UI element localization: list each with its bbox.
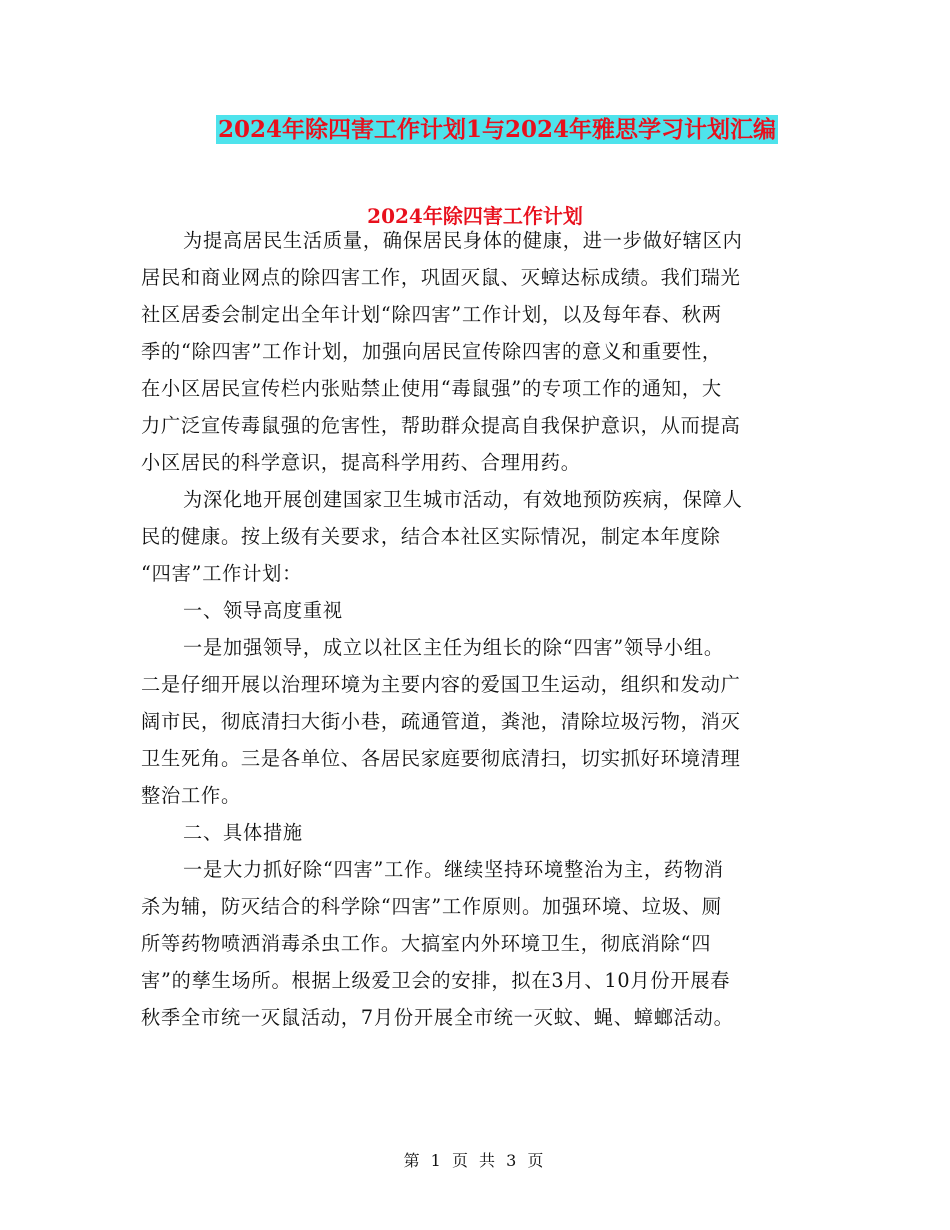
paragraph-line: 卫生死角。三是各单位、各居民家庭要彻底清扫，切实抓好环境清理 xyxy=(141,747,741,770)
paragraph-line: 小区居民的科学意识，提高科学用药、合理用药。 xyxy=(141,451,581,474)
paragraph-line: 社区居委会制定出全年计划“除四害”工作计划，以及每年春、秋两 xyxy=(141,303,722,326)
heading-line: 二、具体措施 xyxy=(183,821,303,844)
heading-line: 一、领导高度重视 xyxy=(183,599,343,622)
document-title xyxy=(187,112,807,148)
paragraph-line: 力广泛宣传毒鼠强的危害性，帮助群众提高自我保护意识，从而提高 xyxy=(141,414,741,437)
paragraph-line: 季的“除四害”工作计划，加强向居民宣传除四害的意义和重要性， xyxy=(141,340,722,363)
paragraph-line: 一是加强领导，成立以社区主任为组长的除“四害”领导小组。 xyxy=(183,636,724,659)
paragraph-line: 二是仔细开展以治理环境为主要内容的爱国卫生运动，组织和发动广 xyxy=(141,673,741,696)
paragraph-line: 整治工作。 xyxy=(141,784,241,807)
page-number: 第 1 页 共 3 页 xyxy=(403,1151,547,1170)
paragraph-line: 秋季全市统一灭鼠活动，7月份开展全市统一灭蚊、蝇、蟑螂活动。 xyxy=(141,1006,734,1029)
paragraph-line: 为提高居民生活质量，确保居民身体的健康，进一步做好辖区内 xyxy=(183,229,743,252)
paragraph-line: “四害”工作计划： xyxy=(141,562,303,585)
paragraph-line: 民的健康。按上级有关要求，结合本社区实际情况，制定本年度除 xyxy=(141,525,721,548)
paragraph-line: 一是大力抓好除“四害”工作。继续坚持环境整治为主，药物消 xyxy=(183,858,724,881)
paragraph-line: 所等药物喷洒消毒杀虫工作。大搞室内外环境卫生，彻底消除“四 xyxy=(141,932,712,955)
paragraph-line: 阔市民，彻底清扫大街小巷，疏通管道，粪池，清除垃圾污物，消灭 xyxy=(141,710,741,733)
paragraph-line: 在小区居民宣传栏内张贴禁止使用“毒鼠强”的专项工作的通知，大 xyxy=(141,377,722,400)
section-title: 2024年除四害工作计划 xyxy=(367,204,583,228)
body-text xyxy=(141,222,801,1036)
paragraph-line: 害”的孳生场所。根据上级爱卫会的安排，拟在3月、10月份开展春 xyxy=(141,969,731,992)
document-title-text: 2024年除四害工作计划1与2024年雅思学习计划汇编 xyxy=(217,116,777,143)
paragraph-line: 为深化地开展创建国家卫生城市活动，有效地预防疾病，保障人 xyxy=(183,488,743,511)
paragraph-line: 杀为辅，防灭结合的科学除“四害”工作原则。加强环境、垃圾、厕 xyxy=(141,895,722,918)
paragraph-line: 居民和商业网点的除四害工作，巩固灭鼠、灭蟑达标成绩。我们瑞光 xyxy=(141,266,741,289)
